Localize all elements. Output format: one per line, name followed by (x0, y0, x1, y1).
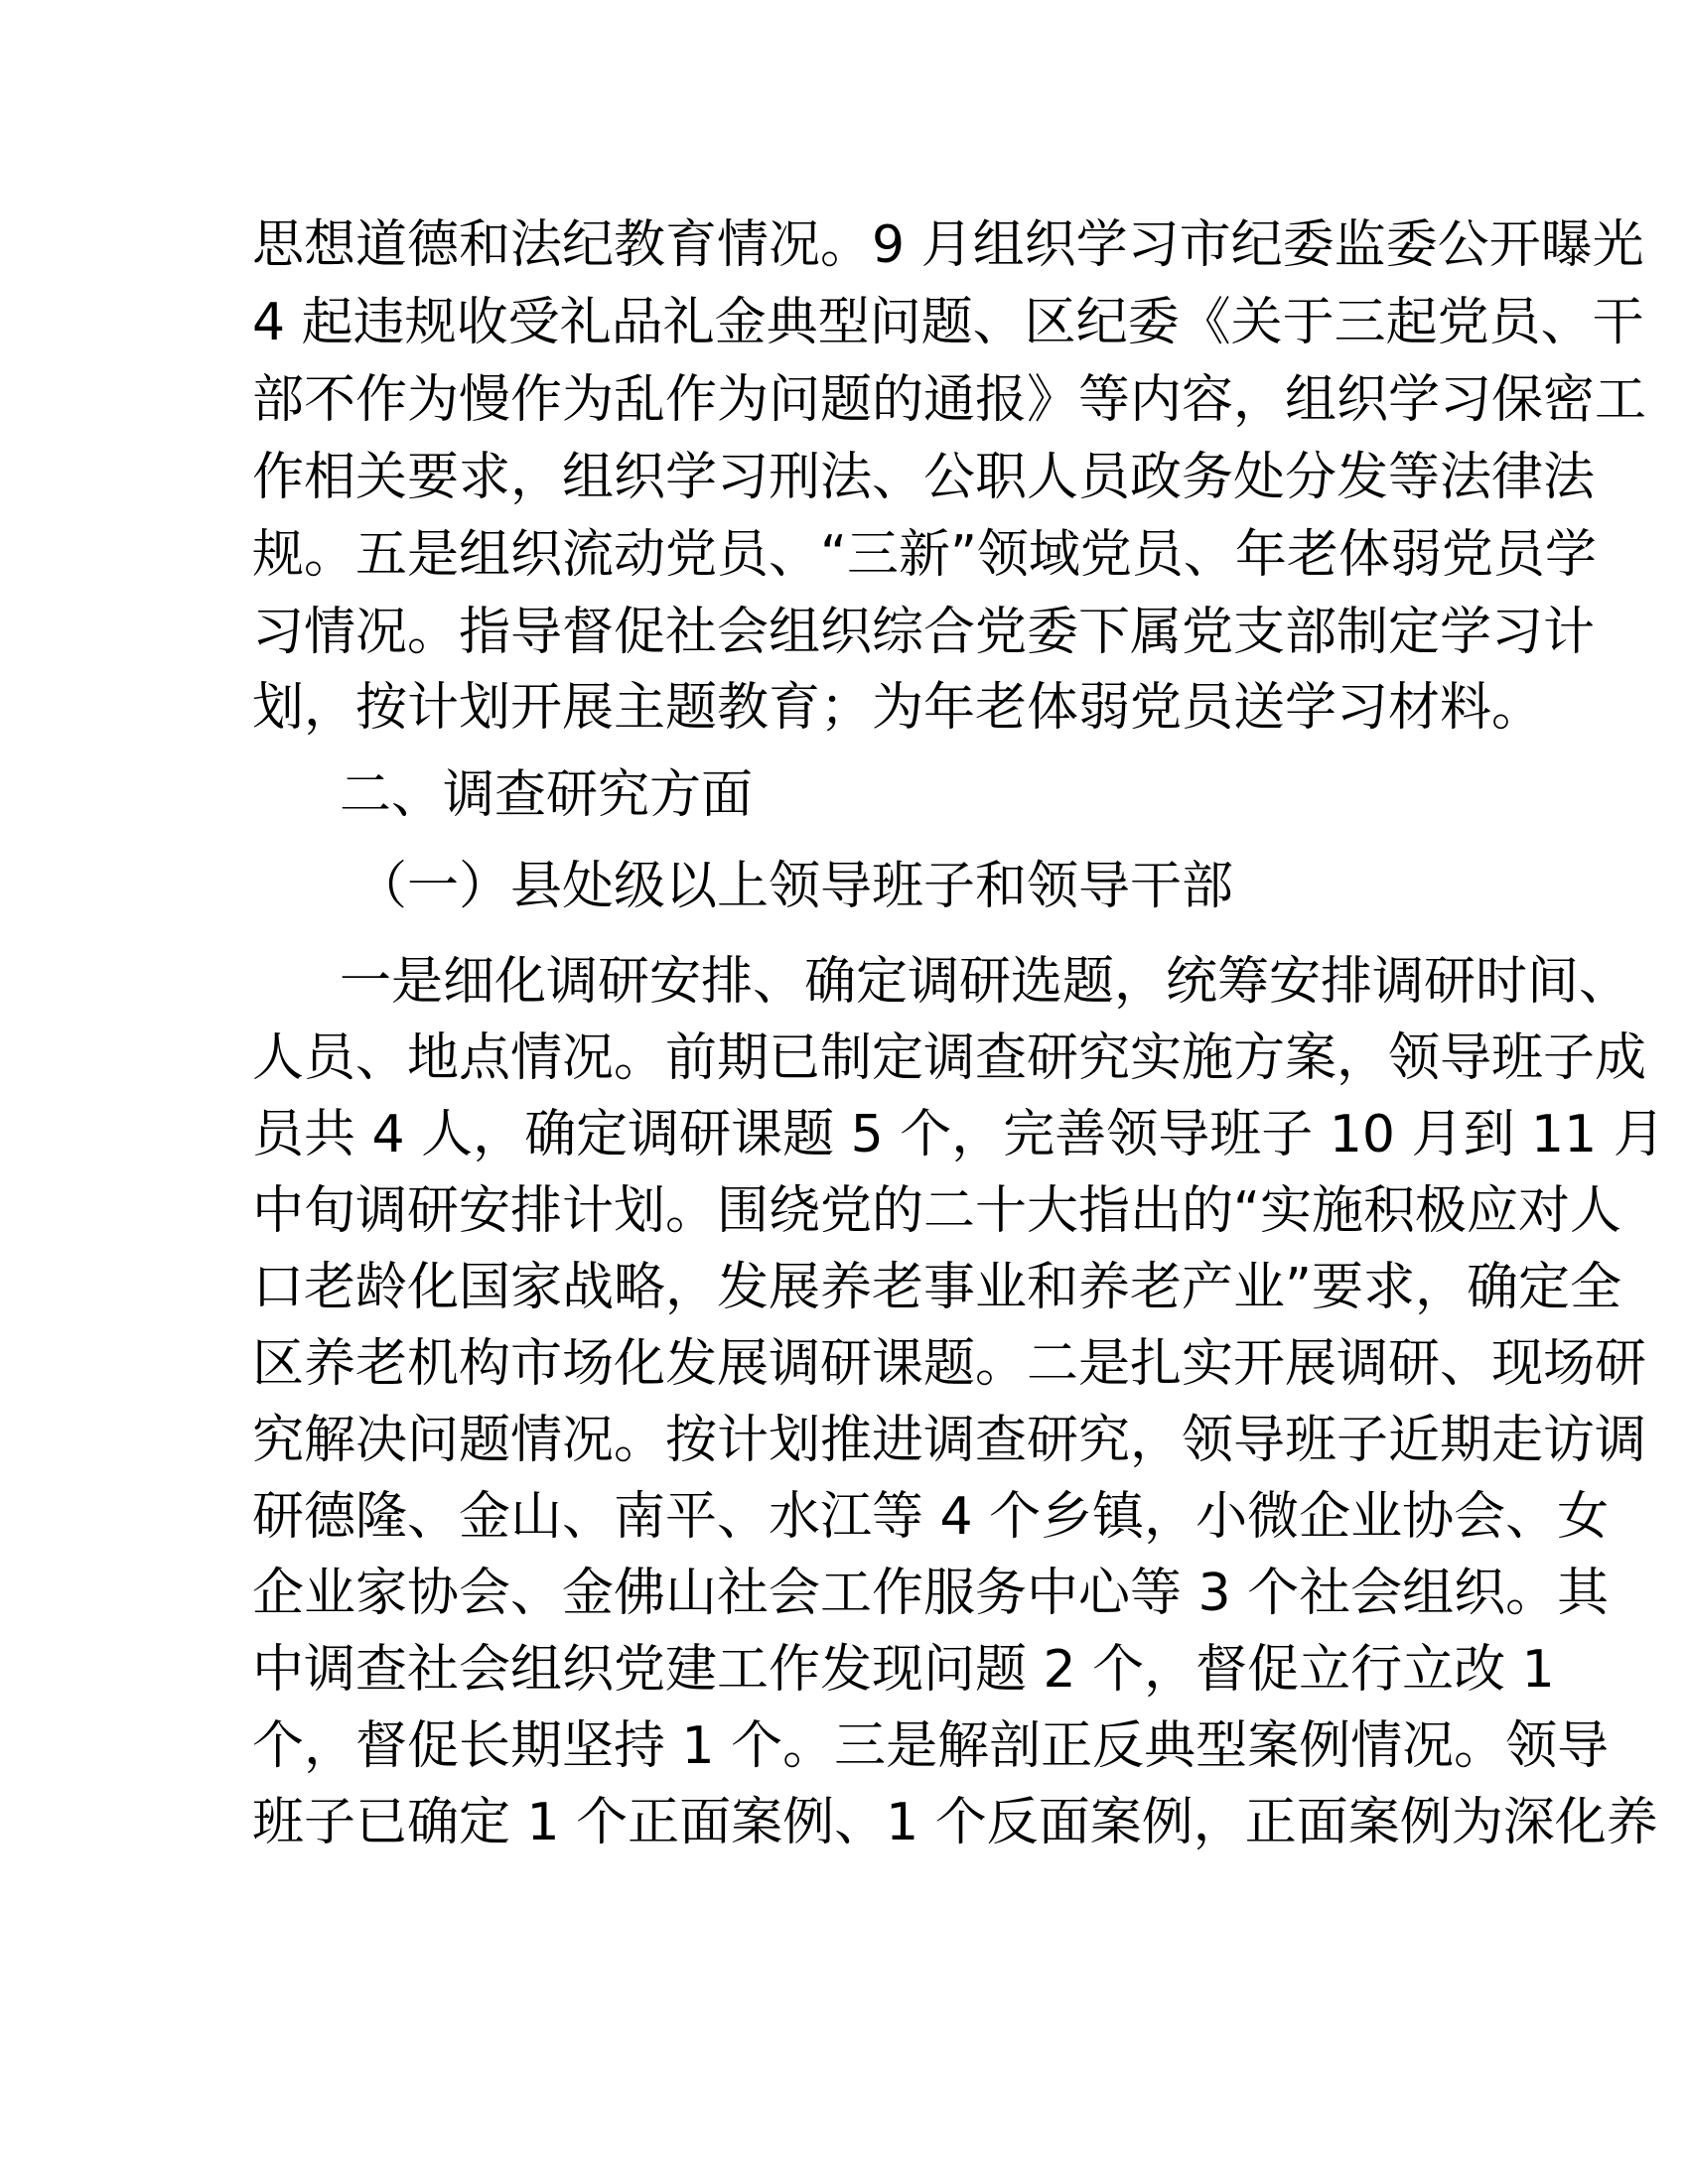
text-line: 一是细化调研安排、确定调研选题，统筹安排调研时间、 (340, 952, 1631, 1012)
subsection-heading: （一）县处级以上领导班子和领导干部 (355, 857, 1234, 916)
section-heading: 二、调查研究方面 (340, 765, 754, 825)
text-line: 员共 4 人，确定调研课题 5 个，完善领导班子 10 月到 11 月 (252, 1105, 1665, 1164)
text-line: 习情况。指导督促社会组织综合党委下属党支部制定学习计 (252, 603, 1596, 662)
text-line: 究解决问题情况。按计划推进调查研究，领导班子近期走访调 (252, 1411, 1647, 1470)
text-line: 口老龄化国家战略，发展养老事业和养老产业”要求，确定全 (252, 1258, 1621, 1317)
text-line: 区养老机构市场化发展调研课题。二是扎实开展调研、现场研 (252, 1334, 1647, 1394)
text-line: 规。五是组织流动党员、“三新”领域党员、年老体弱党员学 (252, 525, 1597, 585)
text-line: 研德隆、金山、南平、水江等 4 个乡镇，小微企业协会、女 (252, 1487, 1610, 1547)
text-line: 中调查社会组织党建工作发现问题 2 个，督促立行立改 1 (252, 1640, 1555, 1700)
text-line: 人员、地点情况。前期已制定调查研究实施方案，领导班子成 (252, 1028, 1647, 1088)
text-line: 划，按计划开展主题教育；为年老体弱党员送学习材料。 (252, 678, 1544, 738)
text-line: 作相关要求，组织学习刑法、公职人员政务处分发等法律法 (252, 448, 1596, 507)
text-line: 思想道德和法纪教育情况。9 月组织学习市纪委监委公开曝光 (252, 215, 1644, 275)
text-line: 个，督促长期坚持 1 个。三是解剖正反典型案例情况。领导 (252, 1716, 1610, 1776)
text-line: 班子已确定 1 个正面案例、1 个反面案例，正面案例为深化养 (252, 1793, 1658, 1852)
text-line: 企业家协会、金佛山社会工作服务中心等 3 个社会组织。其 (252, 1564, 1610, 1623)
text-line: 部不作为慢作为乱作为问题的通报》等内容，组织学习保密工 (252, 370, 1647, 430)
text-line: 中旬调研安排计划。围绕党的二十大指出的“实施积极应对人 (252, 1181, 1621, 1241)
text-line: 4 起违规收受礼品礼金典型问题、区纪委《关于三起党员、干 (252, 293, 1644, 352)
